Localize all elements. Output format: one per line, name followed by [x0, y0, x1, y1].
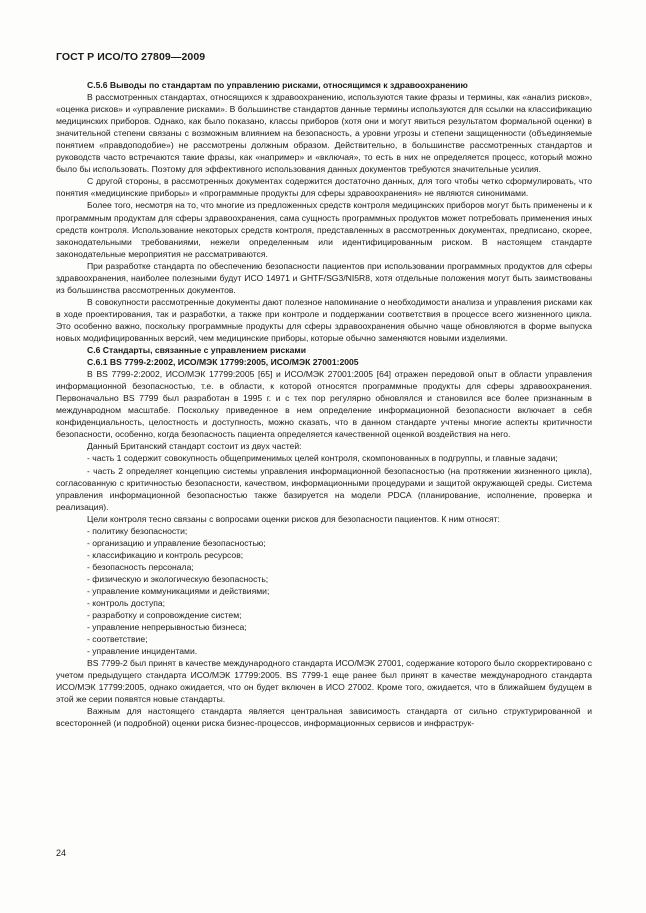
paragraph: В BS 7799-2:2002, ИСО/МЭК 17799:2005 [65] и ИСО/МЭК 27001:2005 [64] отражен передовой опыт в области управления информационной безопасностью, т.е. в области, к которой относятся программные продукты для сферы здравоохранения. Первоначально BS 7799 был разработан в 1995 г. и с тех пор регулярно обновлялся и становился все более признанным в международном масштабе. Поскольку приведенное в нем определение информационной безопасности включает в себя конфиденциальность, целостность и доступность, можно сказать, что в данном стандарте учтены многие аспекты критичности безопасности, особенно, когда безопасность пациента определяется качественной оценкой воздействия на него.: [56, 369, 592, 440]
list-item: - управление непрерывностью бизнеса;: [87, 622, 247, 633]
document-body: [56, 79, 592, 730]
paragraph: С другой стороны, в рассмотренных документах содержится достаточно данных, для того чтобы четко сформулировать, что понятия «медицинские приборы» и «программные продукты для сферы здравоохранения» не являются синонимами.: [56, 176, 592, 199]
section-heading: С.5.6 Выводы по стандартам по управлению рисками, относящимся к здравоохранению: [87, 80, 468, 90]
list-item: - политику безопасности;: [87, 525, 188, 536]
paragraph: При разработке стандарта по обеспечению безопасности пациентов при использовании программных продуктов для сферы здравоохранения, наиболее полезными будут ИСО 14971 и GHTF/SG3/NI5R8, хотя отдельные положения могут быть заимствованы из большинства рассмотренных документов.: [56, 260, 592, 295]
section-heading: С.6 Стандарты, связанные с управлением рисками: [87, 345, 307, 356]
list-item: - классификацию и контроль ресурсов;: [87, 549, 244, 560]
document-header: ГОСТ Р ИСО/ТО 27809—2009: [56, 51, 206, 63]
list-item: - соответствие;: [87, 634, 148, 645]
list-item: - часть 2 определяет концепцию системы управления информационной безопасностью (на протяжении жизненного цикла), согласованную с критичностью безопасности, качеством, информационными процедурами и защитой окружающей среды. Система управления информационной безопасностью также базируется на модели PDCA (планирование, исполнение, проверка и реализация).: [56, 465, 592, 512]
paragraph: Более того, несмотря на то, что многие из предложенных средств контроля медицинских приборов могут быть применены и к программным продуктам для сферы здравоохранения, сама сущность программных продуктов может потребовать применения иных средств контроля. Использование некоторых средств контроля, представленных в рассмотренных документах, предписано, скорее, законодательными требованиями, нежели определенным или идентифицированным риском. В настоящем стандарте законодательные мероприятия не рассматриваются.: [56, 200, 592, 259]
list-item: - разработку и сопровождение систем;: [87, 610, 242, 621]
list-item: - управление инцидентами.: [87, 646, 198, 657]
paragraph: Цели контроля тесно связаны с вопросами оценки рисков для безопасности пациентов. К ним относят:: [87, 513, 500, 524]
list-item: - организацию и управление безопасностью;: [87, 537, 266, 548]
list-item: - управление коммуникациями и действиями;: [87, 585, 270, 596]
list-item: - контроль доступа;: [87, 598, 166, 609]
list-item: - безопасность персонала;: [87, 561, 194, 572]
paragraph: BS 7799-2 был принят в качестве международного стандарта ИСО/МЭК 27001, содержание которого было скорректировано с учетом предыдущего стандарта ИСО/МЭК 17799:2005. BS 7799-1 еще ранее был принят в качестве международного стандарта ИСО/МЭК 17799:2005, однако ожидается, что он будет включен в ИСО 27002. Кроме того, ожидается, что в ближайшем будущем в этой же серии появятся новые стандарты.: [56, 658, 592, 705]
paragraph: В рассмотренных стандартах, относящихся к здравоохранению, используются такие фразы и термины, как «анализ рисков», «оценка рисков» и «управление рисками». В большинстве стандартов данные термины используются для ссылки на классификацию медицинских приборов. Однако, как было показано, классы приборов (хотя они и могут явиться результатом формальной оценки) в значительной степени связаны с возможным влиянием на безопасность, а уровни угрозы и степени защищенности (объединяемые понятием «правдоподобие») не рассмотрены должным образом. Действительно, в большинстве рассмотренных стандартов и руководств часто встречаются такие фразы, как «например» и «включая», то есть в них не определяется процесс, который можно было бы использовать. Поэтому для эффективного использования данных документов требуются значительные усилия.: [56, 92, 592, 175]
paragraph: Важным для настоящего стандарта является центральная зависимость стандарта от сильно структурированной и всесторонней (и подробной) оценки риска бизнес-процессов, информационных сервисов и инфраструк-: [56, 706, 592, 729]
paragraph: В совокупности рассмотренные документы дают полезное напоминание о необходимости анализа и управления рисками как в ходе проектирования, так и разработки, а также при контроле и поддержании соответствия в процессе всего жизненного цикла. Это особенно важно, поскольку программные продукты для сферы здравоохранения обычно чаще обновляются в форме выпуска новых модифицированных версий, чем медицинские приборы, которые обычно заменяются новыми изделиями.: [56, 296, 592, 343]
list-item: - часть 1 содержит совокупность общеприменимых целей контроля, скомпонованных в подгруппы, и главные задачи;: [87, 453, 558, 464]
page-number: 24: [56, 848, 67, 858]
paragraph: Данный Британский стандарт состоит из двух частей:: [87, 441, 302, 452]
section-heading: С.6.1 BS 7799-2:2002, ИСО/МЭК 17799:2005, ИСО/МЭК 27001:2005: [87, 357, 359, 368]
list-item: - физическую и экологическую безопасность;: [87, 573, 269, 584]
